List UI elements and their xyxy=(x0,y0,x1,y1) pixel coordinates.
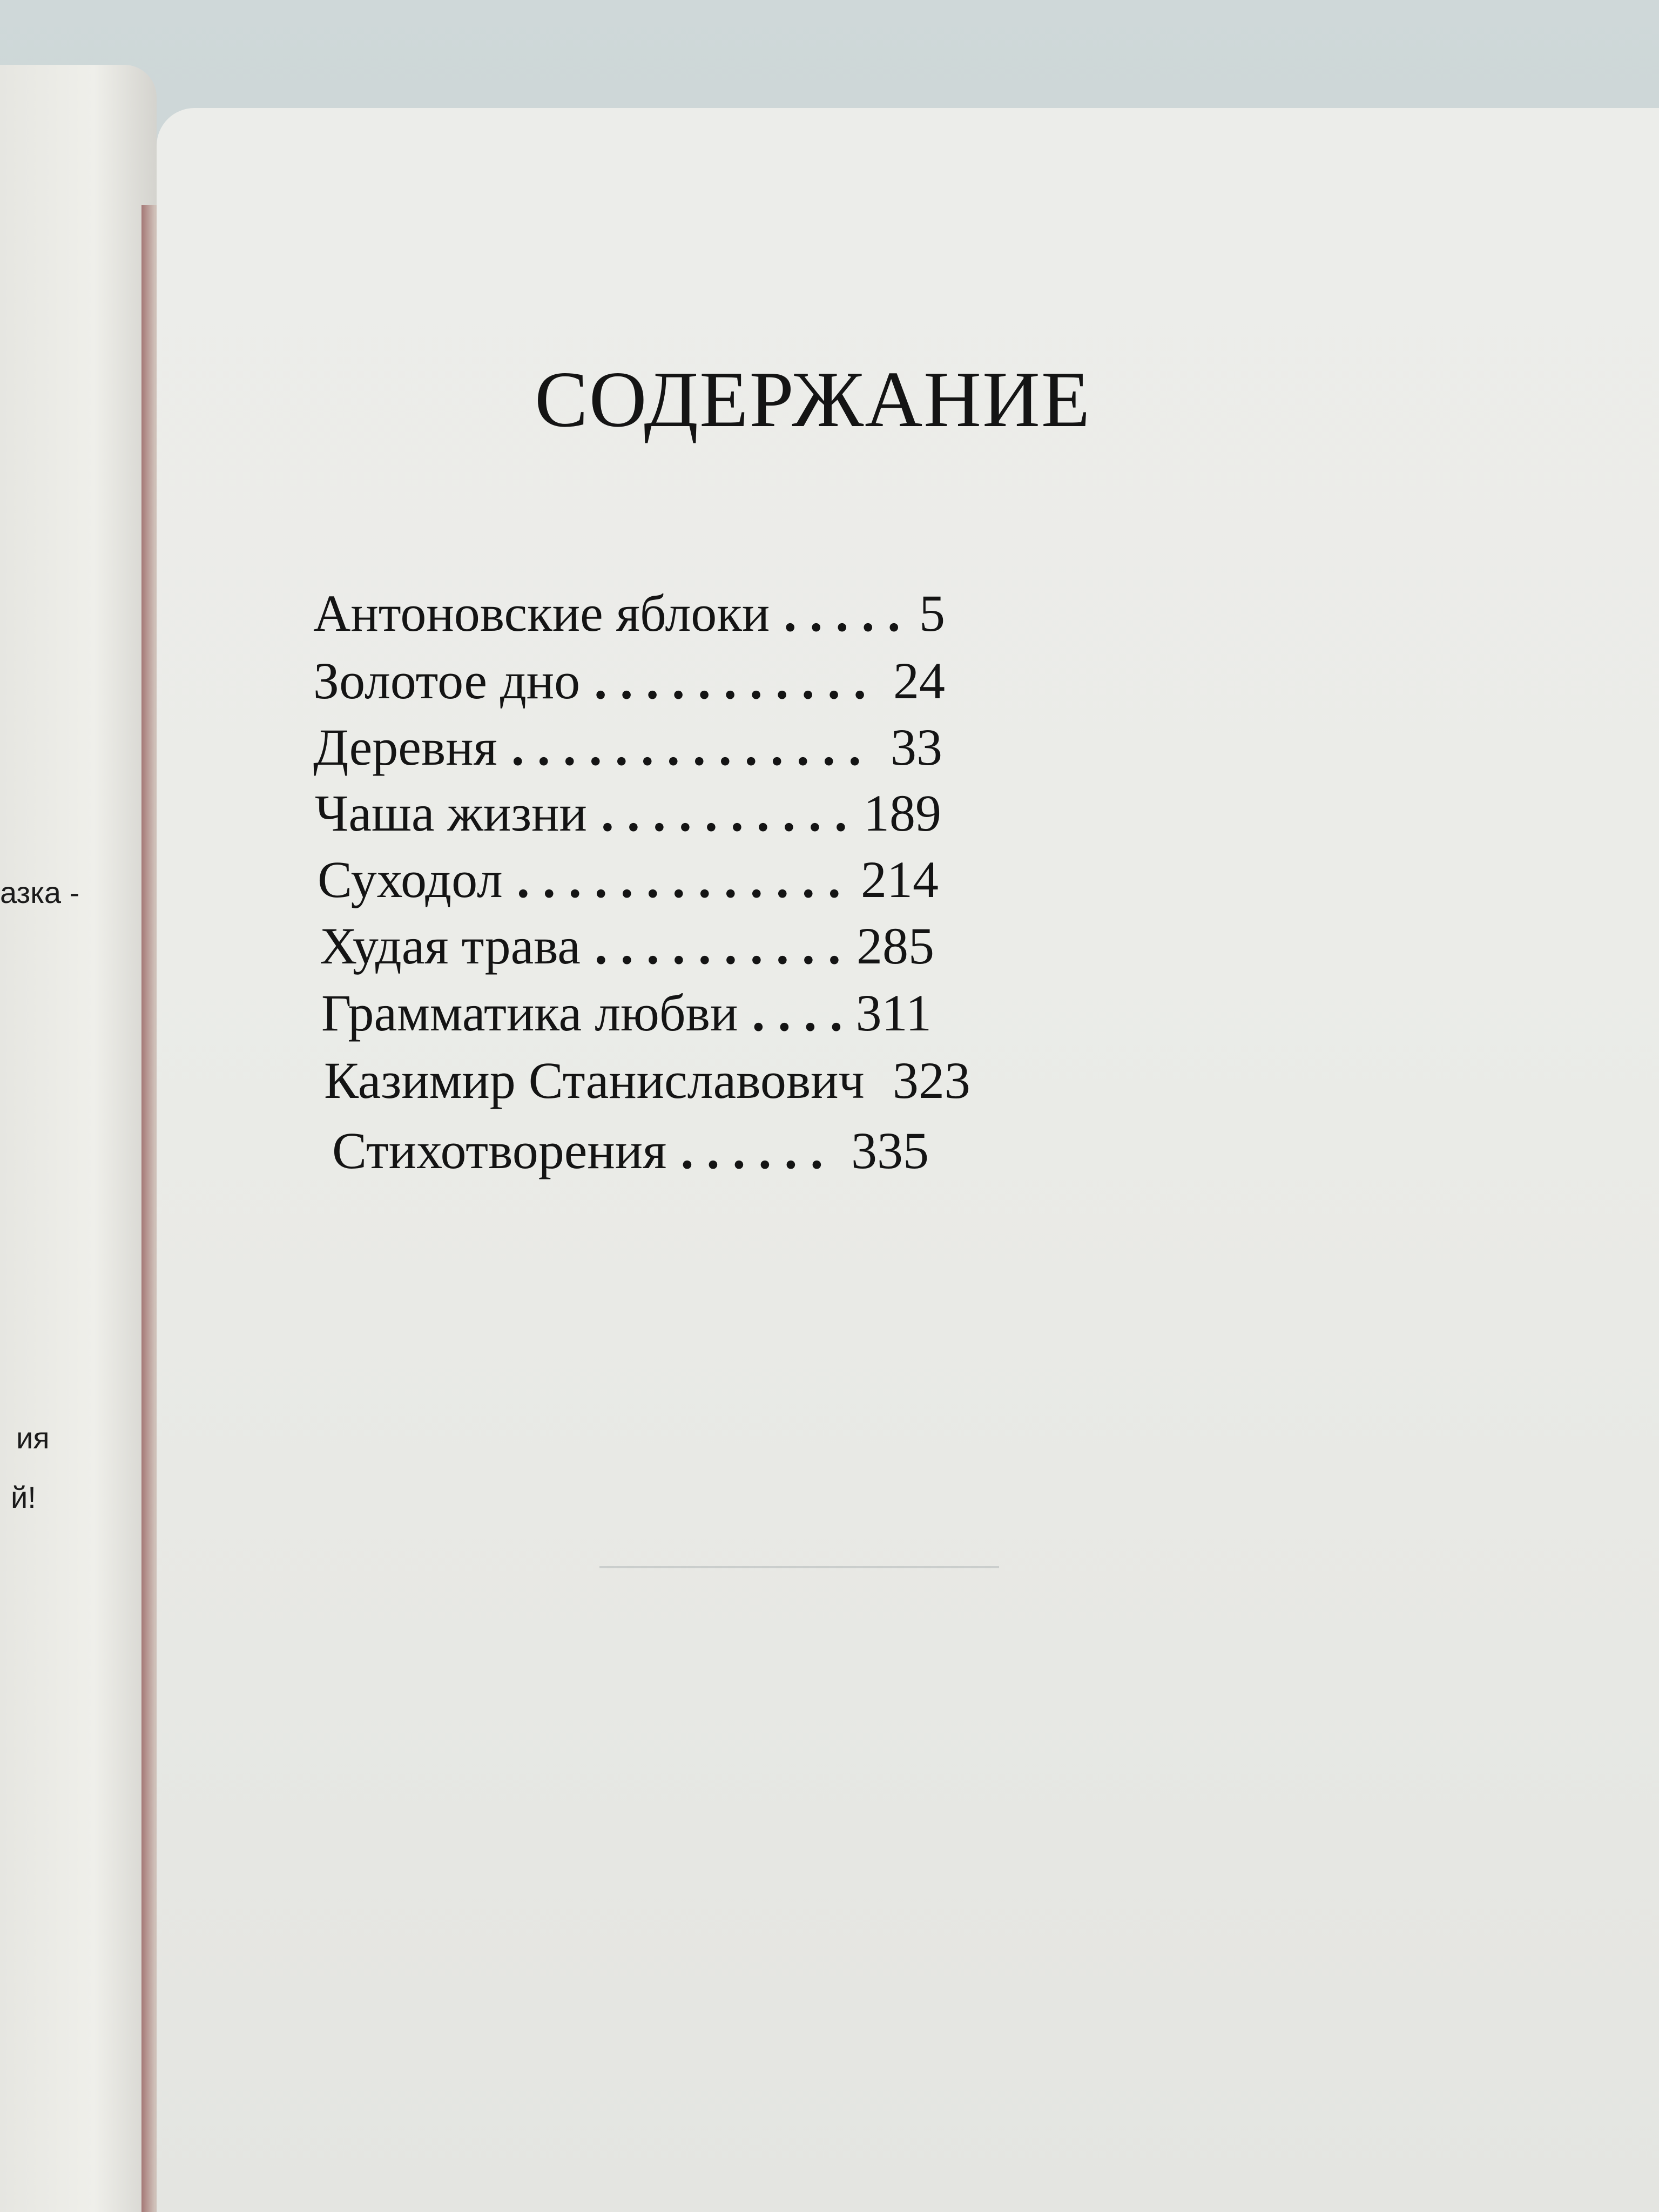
toc-leader-dots xyxy=(752,983,841,1043)
left-page xyxy=(0,65,157,2212)
toc-entry-title: Чаша жизни xyxy=(315,784,587,842)
toc-leader-dots xyxy=(511,717,876,777)
toc-entry xyxy=(313,651,945,711)
toc-leader-dots xyxy=(595,916,842,976)
toc-entry-page: 33 xyxy=(891,718,942,776)
left-page-fragment: ия xyxy=(16,1421,50,1455)
toc-entry xyxy=(315,783,941,843)
page-title: СОДЕРЖАНИЕ xyxy=(535,355,1091,444)
toc-leader-dots xyxy=(594,651,879,711)
toc-entry xyxy=(313,717,942,777)
toc-entry xyxy=(321,983,932,1043)
toc-leader-dots xyxy=(680,1121,837,1181)
toc-entry-title: Антоновские яблоки xyxy=(313,584,770,642)
toc-entry-page: 311 xyxy=(855,984,932,1042)
left-page-fragment: азка - xyxy=(0,875,80,909)
toc-entry xyxy=(320,916,934,976)
toc-entry-page: 285 xyxy=(857,917,934,975)
toc-entry-title: Суходол xyxy=(318,851,503,908)
toc-entry xyxy=(313,583,945,643)
toc-entry xyxy=(324,1050,970,1110)
toc-entry-title: Худая трава xyxy=(320,917,581,975)
toc-entry-title: Грамматика любви xyxy=(321,984,738,1042)
toc-leader-dots xyxy=(601,783,849,843)
toc-entry-page: 335 xyxy=(851,1122,929,1179)
toc-entry-page: 189 xyxy=(864,784,941,842)
toc-leader-dots xyxy=(784,583,905,643)
toc-entry-title: Деревня xyxy=(313,718,497,776)
toc-entry-title: Золотое дно xyxy=(313,652,581,710)
toc-entry-title: Казимир Станиславович xyxy=(324,1051,865,1109)
toc-entry-page: 24 xyxy=(893,652,945,710)
toc-entry-title: Стихотворения xyxy=(332,1122,667,1179)
table-of-contents xyxy=(157,108,1659,1404)
contents-page xyxy=(157,108,1659,2212)
toc-entry-page: 323 xyxy=(892,1051,970,1109)
toc-leader-dots xyxy=(517,849,847,909)
toc-entry xyxy=(318,849,939,909)
left-page-fragment: й! xyxy=(11,1480,36,1514)
bleed-through-rule xyxy=(599,1566,999,1568)
toc-entry-page: 5 xyxy=(919,584,945,642)
toc-entry-page: 214 xyxy=(861,851,939,908)
toc-entry xyxy=(332,1121,929,1181)
